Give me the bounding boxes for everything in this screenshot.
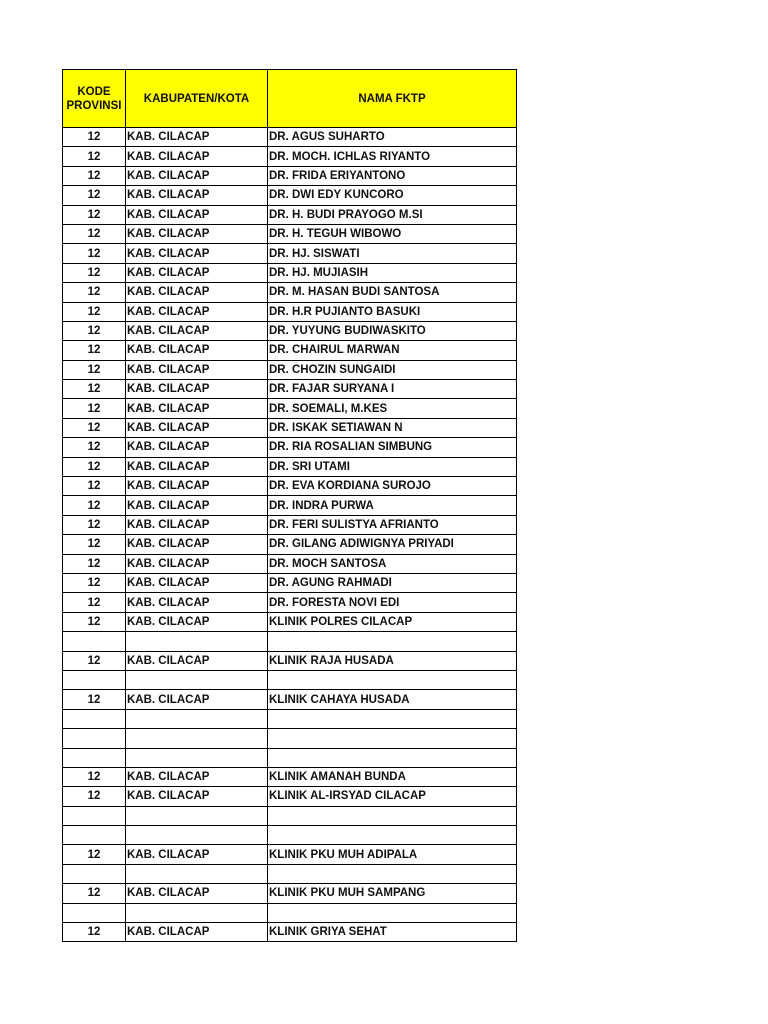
nama-fktp-cell[interactable]: DR. HJ. SISWATI: [268, 244, 517, 263]
kabupaten-cell[interactable]: KAB. CILACAP: [126, 651, 268, 670]
kode-cell[interactable]: 12: [63, 283, 126, 302]
kode-cell[interactable]: 12: [63, 244, 126, 263]
table-row: [63, 612, 517, 631]
table-row: [63, 593, 517, 612]
kode-cell[interactable]: 12: [63, 186, 126, 205]
table-row: [63, 787, 517, 806]
table-row: [63, 515, 517, 534]
nama-fktp-cell[interactable]: DR. M. HASAN BUDI SANTOSA: [268, 283, 517, 302]
kode-cell[interactable]: [63, 729, 126, 748]
kabupaten-cell[interactable]: KAB. CILACAP: [126, 283, 268, 302]
nama-fktp-cell[interactable]: [268, 670, 517, 689]
kabupaten-cell[interactable]: KAB. CILACAP: [126, 438, 268, 457]
nama-fktp-cell[interactable]: DR. SRI UTAMI: [268, 457, 517, 476]
table-row: [63, 166, 517, 185]
table-row: [63, 806, 517, 825]
kode-cell[interactable]: 12: [63, 224, 126, 243]
nama-fktp-cell[interactable]: KLINIK RAJA HUSADA: [268, 651, 517, 670]
nama-fktp-cell[interactable]: DR. AGUS SUHARTO: [268, 128, 517, 147]
kode-cell[interactable]: 12: [63, 477, 126, 496]
kabupaten-cell[interactable]: KAB. CILACAP: [126, 923, 268, 942]
kabupaten-cell[interactable]: [126, 632, 268, 651]
header-nama-fktp[interactable]: NAMA FKTP: [268, 70, 517, 128]
table-row: [63, 554, 517, 573]
kabupaten-cell[interactable]: [126, 864, 268, 883]
header-kabupaten-kota[interactable]: KABUPATEN/KOTA: [126, 70, 268, 128]
kabupaten-cell[interactable]: KAB. CILACAP: [126, 845, 268, 864]
nama-fktp-cell[interactable]: DR. EVA KORDIANA SUROJO: [268, 477, 517, 496]
nama-fktp-cell[interactable]: DR. FAJAR SURYANA I: [268, 380, 517, 399]
kode-cell[interactable]: 12: [63, 612, 126, 631]
nama-fktp-cell[interactable]: DR. ISKAK SETIAWAN N: [268, 418, 517, 437]
table-row: [63, 845, 517, 864]
nama-fktp-cell[interactable]: KLINIK PKU MUH ADIPALA: [268, 845, 517, 864]
nama-fktp-cell[interactable]: DR. H. TEGUH WIBOWO: [268, 224, 517, 243]
kode-cell[interactable]: [63, 709, 126, 728]
kode-cell[interactable]: 12: [63, 845, 126, 864]
table-row: [63, 341, 517, 360]
table-row: [63, 632, 517, 651]
kabupaten-cell[interactable]: KAB. CILACAP: [126, 186, 268, 205]
nama-fktp-cell[interactable]: [268, 903, 517, 922]
kabupaten-cell[interactable]: KAB. CILACAP: [126, 147, 268, 166]
kode-cell[interactable]: 12: [63, 573, 126, 592]
kabupaten-cell[interactable]: KAB. CILACAP: [126, 496, 268, 515]
nama-fktp-cell[interactable]: DR. FRIDA ERIYANTONO: [268, 166, 517, 185]
kode-cell[interactable]: [63, 748, 126, 767]
kabupaten-cell[interactable]: KAB. CILACAP: [126, 399, 268, 418]
table-row: [63, 244, 517, 263]
nama-fktp-cell[interactable]: DR. FERI SULISTYA AFRIANTO: [268, 515, 517, 534]
kabupaten-cell[interactable]: KAB. CILACAP: [126, 128, 268, 147]
table-row: [63, 263, 517, 282]
kode-cell[interactable]: 12: [63, 321, 126, 340]
fktp-table: [62, 69, 517, 942]
kabupaten-cell[interactable]: KAB. CILACAP: [126, 166, 268, 185]
kode-cell[interactable]: 12: [63, 128, 126, 147]
kabupaten-cell[interactable]: [126, 806, 268, 825]
table-row: [63, 128, 517, 147]
nama-fktp-cell[interactable]: DR. DWI EDY KUNCORO: [268, 186, 517, 205]
nama-fktp-cell[interactable]: [268, 748, 517, 767]
nama-fktp-cell[interactable]: KLINIK AMANAH BUNDA: [268, 767, 517, 786]
nama-fktp-cell[interactable]: DR. H.R PUJIANTO BASUKI: [268, 302, 517, 321]
table-row: [63, 573, 517, 592]
nama-fktp-cell[interactable]: DR. AGUNG RAHMADI: [268, 573, 517, 592]
kode-cell[interactable]: 12: [63, 593, 126, 612]
nama-fktp-cell[interactable]: [268, 729, 517, 748]
kode-cell[interactable]: 12: [63, 767, 126, 786]
kabupaten-cell[interactable]: KAB. CILACAP: [126, 205, 268, 224]
table-row: [63, 690, 517, 709]
nama-fktp-cell[interactable]: DR. FORESTA NOVI EDI: [268, 593, 517, 612]
table-row: [63, 748, 517, 767]
table-row: [63, 360, 517, 379]
kabupaten-cell[interactable]: KAB. CILACAP: [126, 341, 268, 360]
table-row: [63, 767, 517, 786]
nama-fktp-cell[interactable]: [268, 806, 517, 825]
kabupaten-cell[interactable]: KAB. CILACAP: [126, 573, 268, 592]
nama-fktp-cell[interactable]: DR. H. BUDI PRAYOGO M.SI: [268, 205, 517, 224]
table-row: [63, 457, 517, 476]
nama-fktp-cell[interactable]: DR. RIA ROSALIAN SIMBUNG: [268, 438, 517, 457]
kode-cell[interactable]: [63, 826, 126, 845]
kabupaten-cell[interactable]: KAB. CILACAP: [126, 690, 268, 709]
table-row: [63, 477, 517, 496]
kabupaten-cell[interactable]: KAB. CILACAP: [126, 321, 268, 340]
kode-cell[interactable]: 12: [63, 884, 126, 903]
table-row: [63, 205, 517, 224]
table-row: [63, 864, 517, 883]
kabupaten-cell[interactable]: KAB. CILACAP: [126, 418, 268, 437]
nama-fktp-cell[interactable]: DR. CHAIRUL MARWAN: [268, 341, 517, 360]
nama-fktp-cell[interactable]: DR. YUYUNG BUDIWASKITO: [268, 321, 517, 340]
kode-cell[interactable]: 12: [63, 360, 126, 379]
header-row: [63, 70, 517, 128]
nama-fktp-cell[interactable]: DR. HJ. MUJIASIH: [268, 263, 517, 282]
kode-cell[interactable]: 12: [63, 923, 126, 942]
kabupaten-cell[interactable]: KAB. CILACAP: [126, 554, 268, 573]
table-row: [63, 147, 517, 166]
nama-fktp-cell[interactable]: [268, 709, 517, 728]
table-row: [63, 709, 517, 728]
nama-fktp-cell[interactable]: KLINIK AL-IRSYAD CILACAP: [268, 787, 517, 806]
nama-fktp-cell[interactable]: KLINIK POLRES CILACAP: [268, 612, 517, 631]
nama-fktp-cell[interactable]: DR. SOEMALI, M.KES: [268, 399, 517, 418]
kabupaten-cell[interactable]: KAB. CILACAP: [126, 884, 268, 903]
nama-fktp-cell[interactable]: [268, 826, 517, 845]
nama-fktp-cell[interactable]: KLINIK GRIYA SEHAT: [268, 923, 517, 942]
kabupaten-cell[interactable]: [126, 670, 268, 689]
kabupaten-cell[interactable]: [126, 729, 268, 748]
table-row: [63, 224, 517, 243]
kode-cell[interactable]: 12: [63, 496, 126, 515]
kode-cell[interactable]: [63, 864, 126, 883]
kode-cell[interactable]: 12: [63, 651, 126, 670]
kabupaten-cell[interactable]: [126, 903, 268, 922]
kabupaten-cell[interactable]: KAB. CILACAP: [126, 263, 268, 282]
nama-fktp-cell[interactable]: DR. CHOZIN SUNGAIDI: [268, 360, 517, 379]
kode-cell[interactable]: 12: [63, 457, 126, 476]
nama-fktp-cell[interactable]: KLINIK PKU MUH SAMPANG: [268, 884, 517, 903]
kabupaten-cell[interactable]: KAB. CILACAP: [126, 380, 268, 399]
kode-cell[interactable]: 12: [63, 515, 126, 534]
nama-fktp-cell[interactable]: DR. GILANG ADIWIGNYA PRIYADI: [268, 535, 517, 554]
table-row: [63, 438, 517, 457]
table-row: [63, 302, 517, 321]
kode-cell[interactable]: 12: [63, 341, 126, 360]
kode-cell[interactable]: 12: [63, 554, 126, 573]
nama-fktp-cell[interactable]: KLINIK CAHAYA HUSADA: [268, 690, 517, 709]
nama-fktp-cell[interactable]: [268, 632, 517, 651]
table-row: [63, 186, 517, 205]
kabupaten-cell[interactable]: KAB. CILACAP: [126, 593, 268, 612]
kabupaten-cell[interactable]: KAB. CILACAP: [126, 612, 268, 631]
kabupaten-cell[interactable]: KAB. CILACAP: [126, 515, 268, 534]
kode-cell[interactable]: 12: [63, 418, 126, 437]
kode-cell[interactable]: [63, 632, 126, 651]
kabupaten-cell[interactable]: KAB. CILACAP: [126, 767, 268, 786]
kode-cell[interactable]: 12: [63, 535, 126, 554]
table-row: [63, 826, 517, 845]
kabupaten-cell[interactable]: KAB. CILACAP: [126, 302, 268, 321]
kabupaten-cell[interactable]: KAB. CILACAP: [126, 224, 268, 243]
table-row: [63, 399, 517, 418]
kode-cell[interactable]: [63, 806, 126, 825]
kabupaten-cell[interactable]: KAB. CILACAP: [126, 787, 268, 806]
kabupaten-cell[interactable]: KAB. CILACAP: [126, 477, 268, 496]
kode-cell[interactable]: 12: [63, 166, 126, 185]
kode-cell[interactable]: [63, 903, 126, 922]
table-row: [63, 670, 517, 689]
kabupaten-cell[interactable]: KAB. CILACAP: [126, 535, 268, 554]
table-row: [63, 923, 517, 942]
kabupaten-cell[interactable]: KAB. CILACAP: [126, 360, 268, 379]
kode-cell[interactable]: 12: [63, 147, 126, 166]
kabupaten-cell[interactable]: KAB. CILACAP: [126, 457, 268, 476]
kode-cell[interactable]: 12: [63, 399, 126, 418]
kabupaten-cell[interactable]: [126, 709, 268, 728]
table-row: [63, 903, 517, 922]
kode-cell[interactable]: 12: [63, 690, 126, 709]
kode-cell[interactable]: 12: [63, 302, 126, 321]
nama-fktp-cell[interactable]: [268, 864, 517, 883]
table-row: [63, 651, 517, 670]
table-row: [63, 321, 517, 340]
kode-cell[interactable]: 12: [63, 205, 126, 224]
kode-cell[interactable]: 12: [63, 438, 126, 457]
table-row: [63, 496, 517, 515]
nama-fktp-cell[interactable]: DR. MOCH SANTOSA: [268, 554, 517, 573]
kode-cell[interactable]: [63, 670, 126, 689]
kabupaten-cell[interactable]: [126, 826, 268, 845]
nama-fktp-cell[interactable]: DR. INDRA PURWA: [268, 496, 517, 515]
header-kode-provinsi[interactable]: KODE PROVINSI: [63, 70, 126, 128]
kode-cell[interactable]: 12: [63, 787, 126, 806]
table-row: [63, 884, 517, 903]
table-row: [63, 418, 517, 437]
table-row: [63, 380, 517, 399]
spreadsheet: [62, 69, 517, 942]
table-row: [63, 535, 517, 554]
kabupaten-cell[interactable]: [126, 748, 268, 767]
nama-fktp-cell[interactable]: DR. MOCH. ICHLAS RIYANTO: [268, 147, 517, 166]
table-row: [63, 729, 517, 748]
kode-cell[interactable]: 12: [63, 263, 126, 282]
kode-cell[interactable]: 12: [63, 380, 126, 399]
kabupaten-cell[interactable]: KAB. CILACAP: [126, 244, 268, 263]
table-row: [63, 283, 517, 302]
